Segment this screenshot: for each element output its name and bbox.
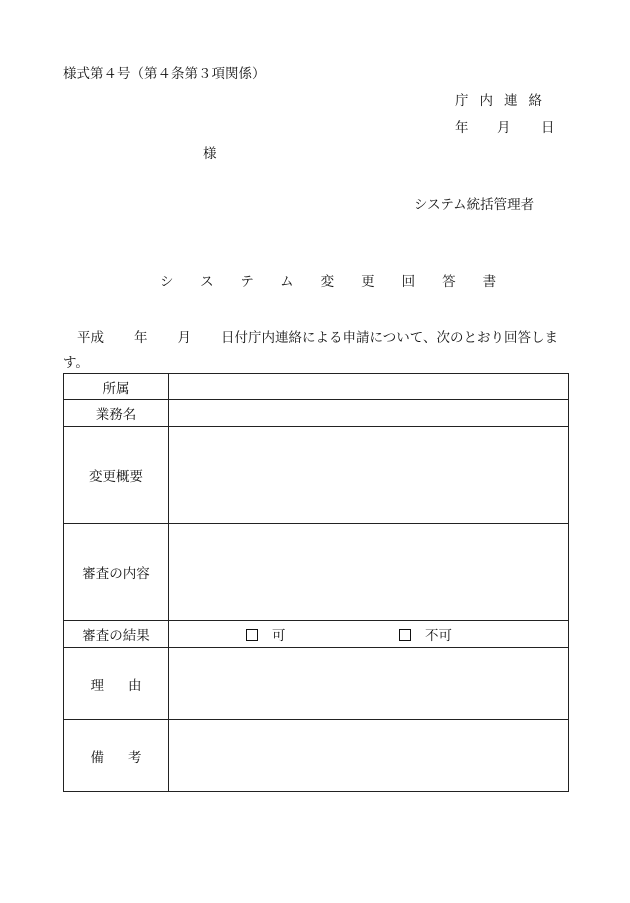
option-reject[interactable] [399,624,452,644]
approve-checkbox-icon[interactable] [246,629,258,641]
field-affiliation[interactable] [169,374,569,400]
row-change-summary [64,427,569,524]
date-month: 月 [497,120,511,136]
intro-year: 年 [134,330,148,346]
option-approve[interactable] [246,624,286,644]
intro-line-1 [63,326,573,351]
reject-checkbox-icon[interactable] [399,629,411,641]
option-approve-label: 可 [272,628,286,644]
row-review-content [64,524,569,621]
label-affiliation: 所属 [64,374,169,400]
row-affiliation [64,374,569,400]
field-remarks[interactable] [169,720,569,792]
label-remarks [64,720,169,792]
label-reason [64,648,169,720]
field-review-content[interactable] [169,524,569,621]
label-remarks-text: 備考 [90,749,166,766]
field-review-result [169,621,569,648]
row-reason [64,648,569,720]
intro-line-2: す。 [63,355,89,371]
field-change-summary[interactable] [169,427,569,524]
field-reason[interactable] [169,648,569,720]
label-business-name: 業務名 [64,400,169,427]
intro-rest: 日付庁内連絡による申請について、次のとおり回答しま [221,330,558,346]
label-review-result: 審査の結果 [64,621,169,648]
addressee-suffix: 様 [203,146,217,162]
answer-form-table [63,373,569,792]
row-review-result [64,621,569,648]
row-business-name [64,400,569,427]
option-reject-label: 不可 [425,628,452,644]
label-review-content: 審査の内容 [64,524,169,621]
label-change-summary: 変更概要 [64,427,169,524]
field-business-name[interactable] [169,400,569,427]
label-reason-text: 理由 [90,677,166,694]
date-day: 日 [541,120,555,136]
row-remarks [64,720,569,792]
intro-era: 平成 [77,330,104,346]
date-year: 年 [455,120,469,136]
document-title: システム変更回答書 [160,274,524,290]
intro-month: 月 [177,330,191,346]
form-number: 様式第４号（第４条第３項関係） [63,66,266,82]
notice-type: 庁内連絡 [455,93,553,109]
intro-paragraph [63,326,573,376]
sender-title: システム統括管理者 [414,197,535,213]
